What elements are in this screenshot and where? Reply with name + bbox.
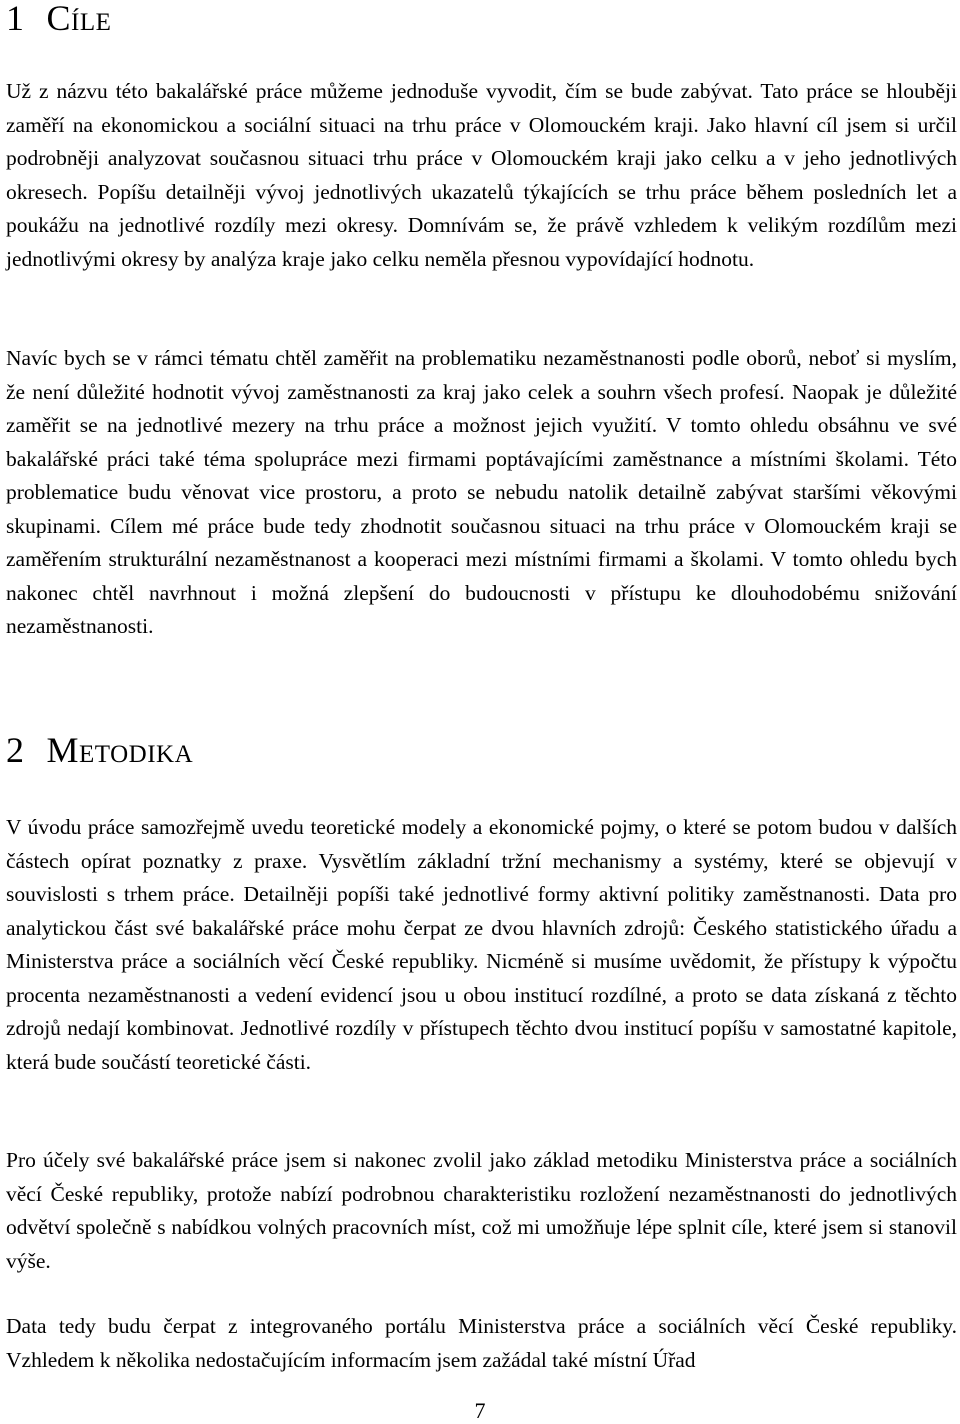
- section-number: 1: [6, 0, 25, 38]
- section-heading-metodika: [6, 728, 193, 772]
- page-number: 7: [474, 1398, 486, 1423]
- paragraph-cile-2: Navíc bych se v rámci tématu chtěl zaměřit na problematiku nezaměstnanosti podle oborů, neboť si myslím, že není důležité hodnotit vývoj zaměstnanosti za kraj jako celek a souhrn všech profesí. Naopak je důležité zaměřit se na jednotlivé mezery na trhu práce a možnost jejich využití. V tomto ohledu obsáhnu ve své bakalářské práci také téma spolupráce mezi firmami poptávajícími zaměstnance a místními školami. Této problematice budu věnovat vice prostoru, a proto se nebudu natolik detailně zabývat staršími věkovými skupinami. Cílem mé práce bude tedy zhodnotit současnou situaci na trhu práce v Olomouckém kraji se zaměřením strukturální nezaměstnanost a kooperaci mezi místními firmami a školami. V tomto ohledu bych nakonec chtěl navrhnout i možná zlepšení do budoucnosti v přístupu ke dlouhodobému snižování nezaměstnanosti.: [6, 346, 957, 638]
- section-heading-cile: [6, 0, 111, 40]
- paragraph-cile-1: Už z názvu této bakalářské práce můžeme jednoduše vyvodit, čím se bude zabývat. Tato práce se hlouběji zaměří na ekonomickou a sociální situaci na trhu práce v Olomouckém kraji. Jako hlavní cíl jsem si určil podrobněji analyzovat současnou situaci trhu práce v Olomouckém kraji jako celku a v jeho jednotlivých okresech. Popíšu detailněji vývoj jednotlivých ukazatelů týkajících se trhu práce během posledních let a poukážu na jednotlivé rozdíly mezi okresy. Domnívám se, že právě vzhledem k velikým rozdílům mezi jednotlivými okresy by analýza kraje jako celku neměla přesnou vypovídající hodnotu.: [6, 79, 957, 271]
- paragraph-metodika-1: V úvodu práce samozřejmě uvedu teoretické modely a ekonomické pojmy, o které se potom budou v dalších částech opírat poznatky z praxe. Vysvětlím základní tržní mechanismy a systémy, které se objevují v souvislosti s trhem práce. Detailněji popíši také jednotlivé formy aktivní politiky zaměstnanosti. Data pro analytickou část své bakalářské práce mohu čerpat ze dvou hlavních zdrojů: Českého statistického úřadu a Ministerstva práce a sociálních věcí České republiky. Nicméně si musíme uvědomit, že přístupy k výpočtu procenta nezaměstnanosti a vedení evidencí jsou u obou institucí rozdílné, a proto se data získaná z těchto zdrojů nedají kombinovat. Jednotlivé rozdíly v přístupech těchto dvou institucí popíšu v samostatné kapitole, která bude součástí teoretické části.: [6, 815, 957, 1074]
- paragraph-metodika-2: Pro účely své bakalářské práce jsem si nakonec zvolil jako základ metodiku Ministerstva práce a sociálních věcí České republiky, protože nabízí podrobnou charakteristiku rozložení nezaměstnanosti do jednotlivých odvětví společně s nabídkou volných pracovních míst, což mi umožňuje lépe splnit cíle, které jsem si stanovil výše.: [6, 1148, 957, 1273]
- paragraph-metodika-3: Data tedy budu čerpat z integrovaného portálu Ministerstva práce a sociálních věcí České republiky. Vzhledem k několika nedostačujícím informacím jsem zažádal také místní Úřad: [6, 1314, 957, 1372]
- section-number: 2: [6, 730, 25, 770]
- section-title: Metodika: [46, 730, 194, 770]
- section-title: Cíle: [46, 0, 112, 38]
